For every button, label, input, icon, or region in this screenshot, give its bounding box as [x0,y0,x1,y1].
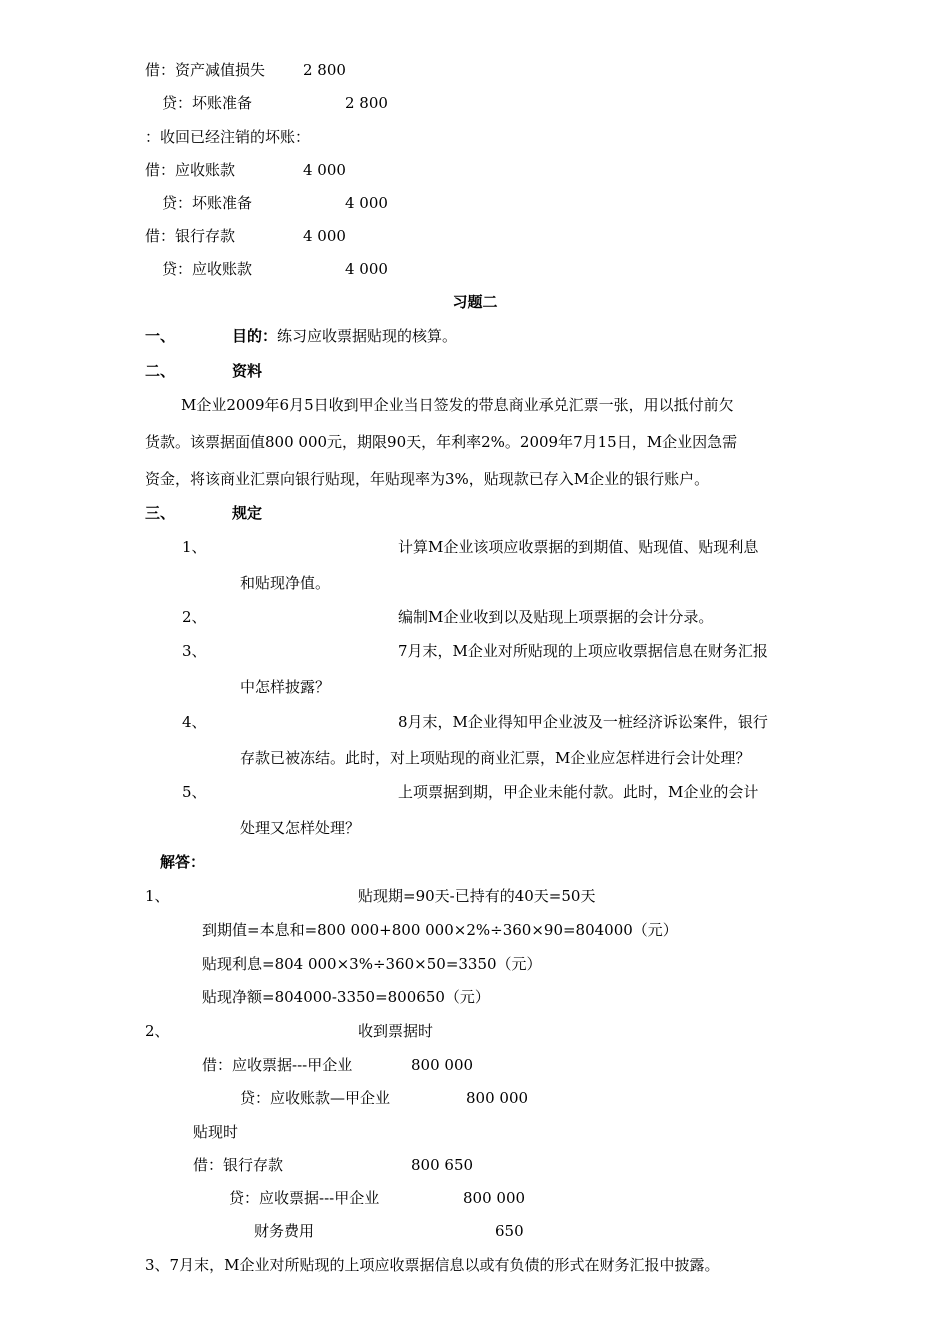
answer-line: 收到票据时 [358,1022,434,1040]
entry-credit-label: 财务费用 [254,1222,315,1240]
entry-debit-amount: 800 650 [411,1156,474,1174]
entry-debit-amount: 4 000 [303,161,346,179]
entry-credit-amount: 800 000 [466,1089,529,1107]
entry-debit-label: 借：银行存款 [145,227,236,245]
entry-credit-amount: 650 [495,1222,524,1240]
entry-credit-label: 贷：应收票据---甲企业 [229,1189,380,1207]
entry-debit-amount: 800 000 [411,1056,474,1074]
entry-debit-label: 借：银行存款 [193,1156,284,1174]
req-text: 上项票据到期，甲企业未能付款。此时，M企业的会计 [398,783,759,801]
exercise-title: 习题二 [452,293,498,311]
req-number: 3、 [182,642,207,660]
entry-credit-amount: 4 000 [345,194,388,212]
req-text: 存款已被冻结。此时，对上项贴现的商业汇票，M企业应怎样进行会计处理？ [240,749,751,767]
section-number: 一、 [145,327,176,345]
entry-debit-label: 借：应收票据---甲企业 [202,1056,353,1074]
req-text: 计算M企业该项应收票据的到期值、贴现值、贴现利息 [398,538,759,556]
answer-subheading: 贴现时 [193,1123,239,1141]
req-text: 和贴现净值。 [240,574,331,592]
req-number: 2、 [182,608,207,626]
answer-line: 贴现净额=804000-3350=800650（元） [202,988,490,1006]
section-number: 三、 [145,504,176,522]
entry-credit-label: 贷：应收账款 [162,260,253,278]
entry-credit-amount: 800 000 [463,1189,526,1207]
material-line: M企业2009年6月5日收到甲企业当日签发的带息商业承兑汇票一张，用以抵付前欠 [181,396,734,414]
req-text: 处理又怎样处理？ [240,819,361,837]
material-line: 资金，将该商业汇票向银行贴现，年贴现率为3%，贴现款已存入M企业的银行账户。 [145,470,710,488]
entry-debit-amount: 2 800 [303,61,346,79]
answer-heading: 解答： [160,853,206,871]
entry-credit-label: 贷：应收账款—甲企业 [240,1089,391,1107]
section-heading: 规定 [232,504,263,522]
req-text: 编制M企业收到以及贴现上项票据的会计分录。 [398,608,714,626]
entry-debit-label: 借：应收账款 [145,161,236,179]
entry-debit-amount: 4 000 [303,227,346,245]
entry-debit-label: 借：资产减值损失 [145,61,266,79]
req-text: 7月末，M企业对所贴现的上项应收票据信息在财务汇报 [398,642,768,660]
section-number: 二、 [145,362,176,380]
req-number: 4、 [182,713,207,731]
section-note: ：收回已经注销的坏账： [145,128,311,146]
req-number: 5、 [182,783,207,801]
req-number: 1、 [182,538,207,556]
req-text: 中怎样披露？ [240,678,331,696]
answer-number: 2、 [145,1022,170,1040]
material-line: 货款。该票据面值800 000元，期限90天，年利率2%。2009年7月15日，M企业因急需 [145,433,738,451]
entry-credit-label: 贷：坏账准备 [162,94,253,112]
req-text: 8月末，M企业得知甲企业波及一桩经济诉讼案件，银行 [398,713,768,731]
answer-line: 到期值=本息和=800 000+800 000×2%÷360×90=804000（元） [202,921,678,939]
answer-line: 贴现利息=804 000×3%÷360×50=3350（元） [202,955,542,973]
answer-line: 贴现期=90天-已持有的40天=50天 [358,887,596,905]
answer-number: 1、 [145,887,170,905]
section-purpose: 目的：练习应收票据贴现的核算。 [232,327,458,345]
entry-credit-amount: 2 800 [345,94,388,112]
section-heading: 资料 [232,362,263,380]
entry-credit-amount: 4 000 [345,260,388,278]
entry-credit-label: 贷：坏账准备 [162,194,253,212]
answer-line: 3、7月末，M企业对所贴现的上项应收票据信息以或有负债的形式在财务汇报中披露。 [145,1256,720,1274]
